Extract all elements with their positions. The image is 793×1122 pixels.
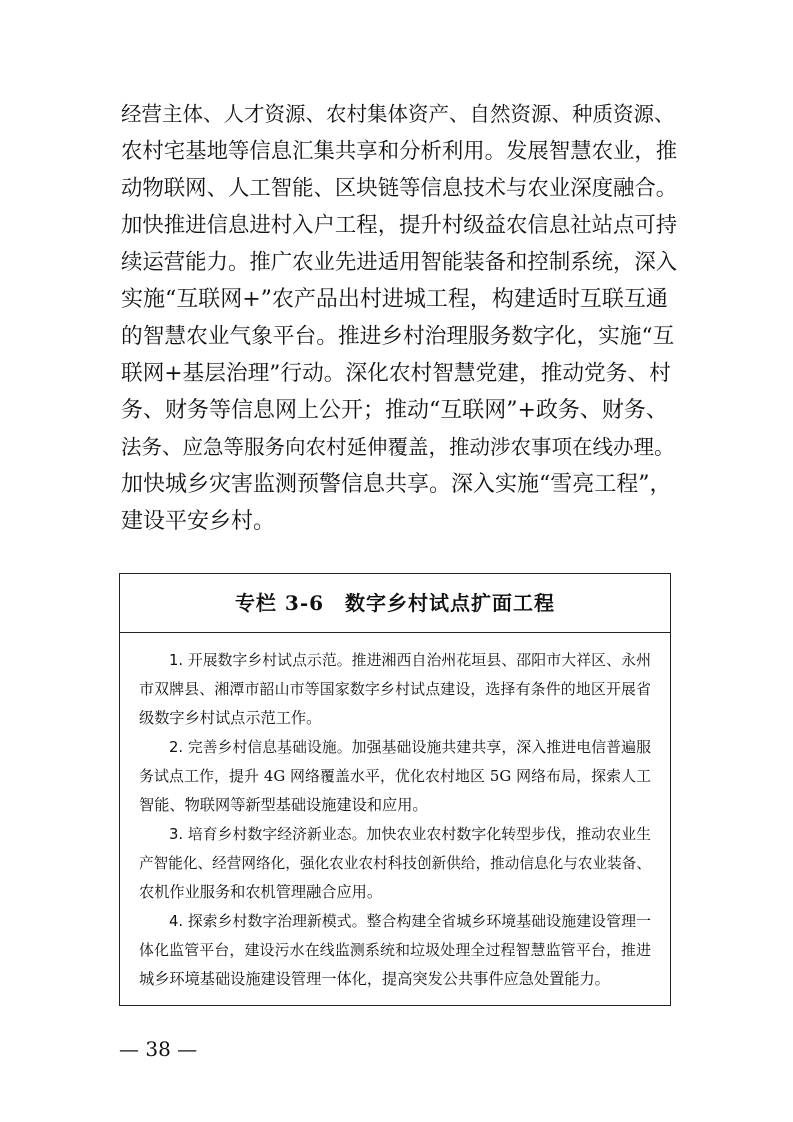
body-line: 加快推进信息进村入户工程，提升村级益农信息社站点可持 (121, 213, 678, 238)
box-item (139, 907, 651, 994)
box-line: 级数字乡村试点示范工作。 (139, 709, 322, 727)
box-line: 农机作业服务和农机管理融合应用。 (139, 883, 382, 901)
body-line: 农村宅基地等信息汇集共享和分析利用。发展智慧农业，推 (121, 139, 678, 164)
body-line: 实施“互联网+”农产品出村进城工程，构建适时互联互通 (121, 287, 668, 312)
body-line: 法务、应急等服务向农村延伸覆盖，推动涉农事项在线办理。 (121, 435, 675, 459)
body-line: 动物联网、人工智能、区块链等信息技术与农业深度融合。 (121, 176, 678, 201)
box-line: 产智能化、经营网络化，强化农业农村科技创新供给，推动信息化与农业装备、 (139, 855, 651, 872)
box-item (139, 733, 651, 820)
box-line: 智能、物联网等新型基础设施建设和应用。 (139, 796, 428, 814)
box-line: 城乡环境基础设施建设管理一体化，提高突发公共事件应急处置能力。 (139, 970, 610, 988)
box-line (139, 733, 651, 762)
box-line: 体化监管平台，建设污水在线监测系统和垃圾处理全过程智慧监管平台，推进 (139, 941, 651, 959)
body-line: 联网+基层治理”行动。深化农村智慧党建，推动党务、村 (121, 361, 671, 386)
box-line: 务试点工作，提升 4G 网络覆盖水平，优化农村地区 5G 网络布局，探索人工 (139, 767, 651, 785)
body-line: 加快城乡灾害监测预警信息共享。深入实施“雪亮工程”， (121, 472, 672, 497)
column-box (119, 573, 671, 1006)
item-text: 加强基础设施共建共享，深入推进电信普遍服 (351, 738, 651, 756)
item-heading: 4. 探索乡村数字治理新模式。 (169, 913, 367, 930)
item-heading: 1. 开展数字乡村试点示范。 (169, 652, 352, 669)
box-item (139, 820, 651, 907)
item-text: 整合构建全省城乡环境基础设施建设管理一 (366, 912, 651, 930)
item-text: 加快农业农村数字化转型步伐，推动农业生 (366, 825, 651, 843)
body-line: 的智慧农业气象平台。推进乡村治理服务数字化，实施“互 (121, 324, 675, 349)
box-line (139, 646, 651, 675)
box-line (139, 820, 651, 849)
page-number: — 38 — (119, 1037, 198, 1061)
item-heading: 3. 培育乡村数字经济新业态。 (169, 826, 367, 843)
box-body (120, 633, 670, 994)
body-line: 经营主体、人才资源、农村集体资产、自然资源、种质资源、 (121, 102, 675, 126)
box-line (139, 907, 651, 936)
body-line: 建设平安乡村。 (121, 509, 276, 534)
body-line: 续运营能力。推广农业先进适用智能装备和控制系统，深入 (121, 250, 678, 275)
item-text: 推进湘西自治州花垣县、邵阳市大祥区、永州 (351, 651, 651, 669)
box-line: 市双牌县、湘潭市韶山市等国家数字乡村试点建设，选择有条件的地区开展省 (139, 680, 651, 698)
box-title: 专栏 3-6 数字乡村试点扩面工程 (120, 574, 670, 633)
body-text (121, 96, 677, 540)
body-line: 务、财务等信息网上公开；推动“互联网”+政务、财务、 (121, 398, 668, 423)
item-heading: 2. 完善乡村信息基础设施。 (169, 739, 352, 756)
box-item (139, 646, 651, 733)
